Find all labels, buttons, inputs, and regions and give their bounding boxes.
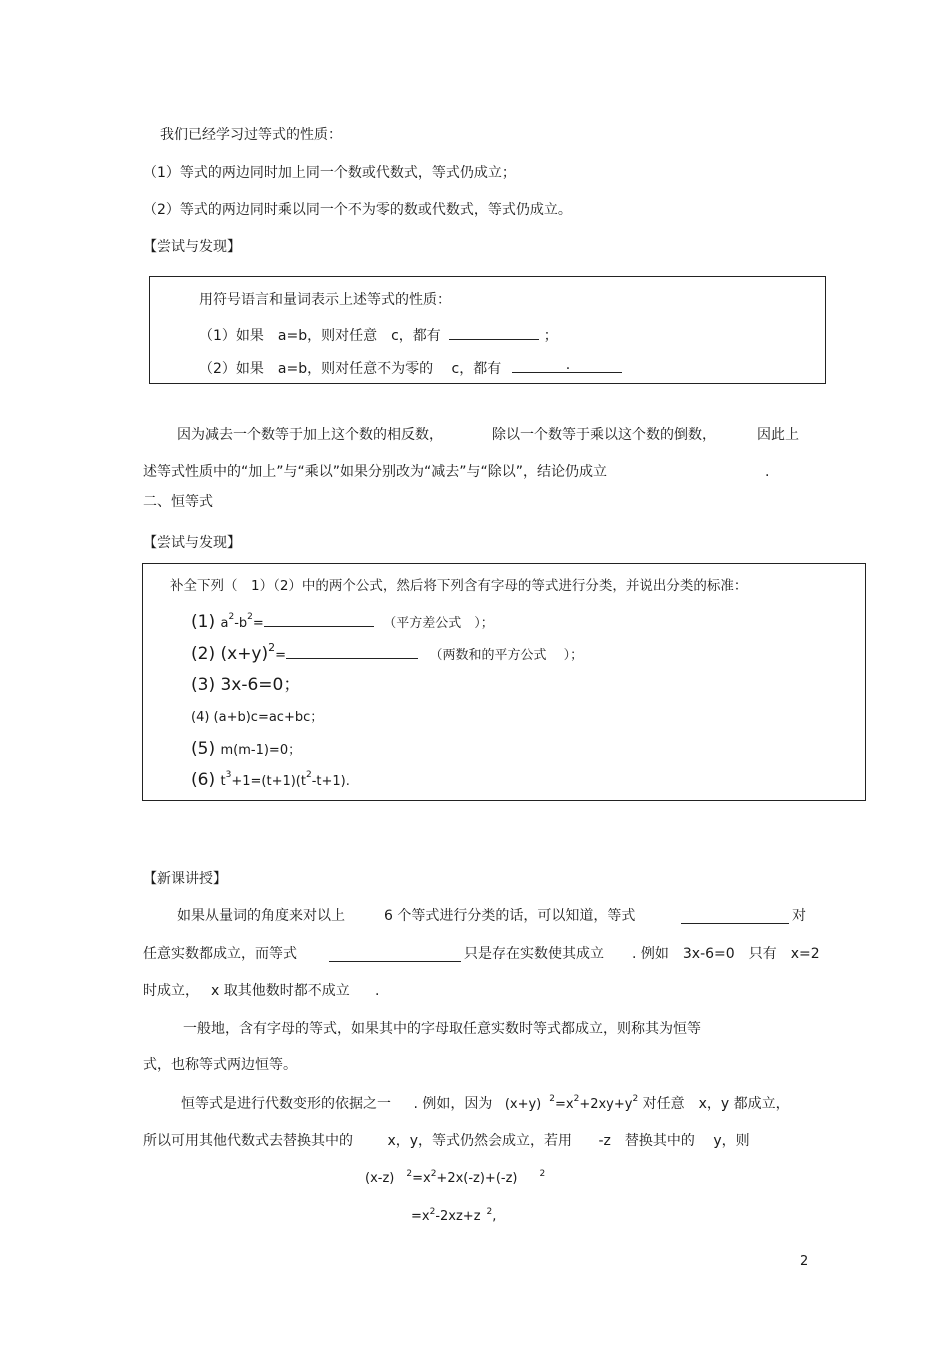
para4-sup1: 2 bbox=[549, 1094, 555, 1105]
para1-line1b: 除以一个数等于乘以这个数的倒数， bbox=[492, 427, 716, 443]
deriv1-a: (x-z) bbox=[365, 1171, 395, 1186]
eq1-number: (1) bbox=[191, 612, 216, 632]
para4-line2 bbox=[143, 1134, 750, 1148]
box1-question-1 bbox=[199, 325, 558, 343]
para4-sup2: 2 bbox=[573, 1094, 580, 1105]
box1-q1-text: （1）如果 a=b，则对任意 c，都有 bbox=[199, 328, 441, 344]
box2-lead: 补全下列（ 1）（2）中的两个公式，然后将下列含有字母的等式进行分类，并说出分类的标准： bbox=[170, 578, 748, 594]
para2-line2a: 任意实数都成立，而等式 bbox=[143, 946, 297, 962]
equation-5 bbox=[191, 741, 301, 758]
para4-l2c: -z 替换其中的 bbox=[598, 1133, 695, 1149]
eq1-eq: = bbox=[252, 616, 264, 631]
deriv2-s2: 2 bbox=[486, 1206, 493, 1217]
para4-l2a: 所以可用其他代数式去替换其中的 bbox=[143, 1133, 353, 1149]
para1-line2b: . bbox=[765, 464, 770, 480]
formula-blank[interactable] bbox=[264, 612, 374, 627]
eq1-note: （平方差公式 ）； bbox=[383, 616, 494, 631]
para2-line3a: 时成立， bbox=[143, 983, 199, 999]
para2-line1a: 如果从量词的角度来对以上 bbox=[177, 908, 345, 924]
eq2-eq: = bbox=[275, 648, 287, 663]
deriv1-s1: 2 bbox=[406, 1168, 413, 1179]
eq6-sup1: 3 bbox=[225, 770, 232, 781]
equation-4: (4) (a+b)c=ac+bc； bbox=[191, 710, 324, 725]
box1-q2-text: （2）如果 a=b，则对任意不为零的 c，都有 bbox=[199, 361, 502, 377]
answer-blank[interactable] bbox=[512, 358, 622, 373]
property-1: （1）等式的两边同时加上同一个数或代数式，等式仍成立； bbox=[143, 165, 516, 181]
para2-blank-2[interactable] bbox=[329, 947, 461, 965]
definition-line1: 一般地，含有字母的等式，如果其中的字母取任意实数时等式都成立，则称其为恒等 bbox=[183, 1021, 701, 1037]
equation-1 bbox=[191, 612, 494, 631]
para2-line2b: 只是存在实数使其成立 bbox=[464, 946, 604, 962]
deriv1-b: =x bbox=[412, 1171, 431, 1186]
para4-line1 bbox=[181, 1094, 790, 1112]
box1-lead: 用符号语言和量词表示上述等式的性质： bbox=[199, 292, 451, 308]
blank-dot: . bbox=[565, 357, 571, 373]
box1-question-2 bbox=[199, 358, 622, 376]
derivation-line-1 bbox=[365, 1168, 546, 1186]
intro-lead: 我们已经学习过等式的性质： bbox=[160, 127, 342, 143]
para2-line2c: . 例如 3x-6=0 只有 x=2 bbox=[632, 946, 820, 962]
page-number: 2 bbox=[800, 1254, 809, 1269]
para4-l1b: . 例如，因为 bbox=[413, 1096, 493, 1112]
eq2-a: (x+y) bbox=[220, 644, 269, 664]
eq2-number: (2) bbox=[191, 644, 216, 664]
para4-l1f: 对任意 x，y 都成立， bbox=[642, 1096, 790, 1112]
eq1-a: a bbox=[220, 616, 229, 631]
para1-line2a: 述等式性质中的“加上”与“乘以”如果分别改为“减去”与“除以”，结论仍成立 bbox=[143, 464, 608, 480]
para4-l1d: =x bbox=[554, 1097, 574, 1112]
section-heading-new-lesson: 【新课讲授】 bbox=[143, 871, 227, 887]
equation-6 bbox=[191, 772, 350, 789]
section-heading-try: 【尝试与发现】 bbox=[143, 239, 241, 255]
derivation-line-2 bbox=[411, 1206, 497, 1224]
para2-line1b: 6 个等式进行分类的话，可以知道，等式 bbox=[384, 908, 636, 924]
eq6-c: -t+1). bbox=[311, 774, 350, 789]
para2-line3c: . bbox=[375, 983, 380, 999]
para4-l2b: x，y，等式仍然会成立，若用 bbox=[387, 1133, 573, 1149]
deriv1-s2: 2 bbox=[430, 1168, 437, 1179]
eq5-body: m(m-1)=0； bbox=[220, 743, 302, 758]
section-heading-try-2: 【尝试与发现】 bbox=[143, 535, 241, 551]
property-2: （2）等式的两边同时乘以同一个不为零的数或代数式，等式仍成立。 bbox=[143, 202, 572, 218]
deriv1-s3: 2 bbox=[539, 1168, 546, 1179]
box1-q1-end: ； bbox=[543, 328, 558, 344]
para2-blank-1[interactable] bbox=[681, 909, 789, 927]
eq6-a: t bbox=[220, 774, 226, 789]
para4-sup3: 2 bbox=[632, 1094, 639, 1105]
eq2-note: （两数和的平方公式 ）； bbox=[429, 648, 584, 663]
deriv2-a: =x bbox=[411, 1209, 430, 1224]
para4-l2d: y，则 bbox=[713, 1133, 750, 1149]
eq5-number: (5) bbox=[191, 739, 216, 759]
para2-line3b: x 取其他数时都不成立 bbox=[211, 983, 350, 999]
deriv2-s1: 2 bbox=[429, 1206, 436, 1217]
formula-blank[interactable] bbox=[286, 644, 418, 659]
para4-l1c: (x+y) bbox=[504, 1097, 542, 1112]
para1-line1a: 因为减去一个数等于加上这个数的相反数， bbox=[177, 427, 443, 443]
eq6-sup2: 2 bbox=[305, 770, 312, 781]
eq1-sup2: 2 bbox=[247, 612, 253, 623]
section-title-identity: 二、恒等式 bbox=[143, 494, 213, 510]
deriv2-c: , bbox=[492, 1209, 497, 1224]
equation-2 bbox=[191, 641, 584, 664]
eq6-b: +1=(t+1)(t bbox=[231, 774, 306, 789]
para1-line1c: 因此上 bbox=[757, 427, 799, 443]
para4-l1e: +2xy+y bbox=[579, 1097, 633, 1112]
para4-l1a: 恒等式是进行代数变形的依据之一 bbox=[181, 1096, 391, 1112]
equation-3: (3) 3x-6=0； bbox=[191, 675, 301, 695]
deriv2-b: -2xz+z bbox=[435, 1209, 481, 1224]
definition-line2: 式，也称等式两边恒等。 bbox=[143, 1057, 297, 1073]
para2-line1c: 对 bbox=[792, 908, 806, 924]
eq1-sup1: 2 bbox=[228, 612, 235, 623]
answer-blank[interactable] bbox=[449, 325, 539, 340]
deriv1-c: +2x(-z)+(-z) bbox=[436, 1171, 518, 1186]
eq1-b: -b bbox=[234, 616, 248, 631]
eq6-number: (6) bbox=[191, 770, 216, 790]
eq2-sup: 2 bbox=[268, 641, 276, 655]
